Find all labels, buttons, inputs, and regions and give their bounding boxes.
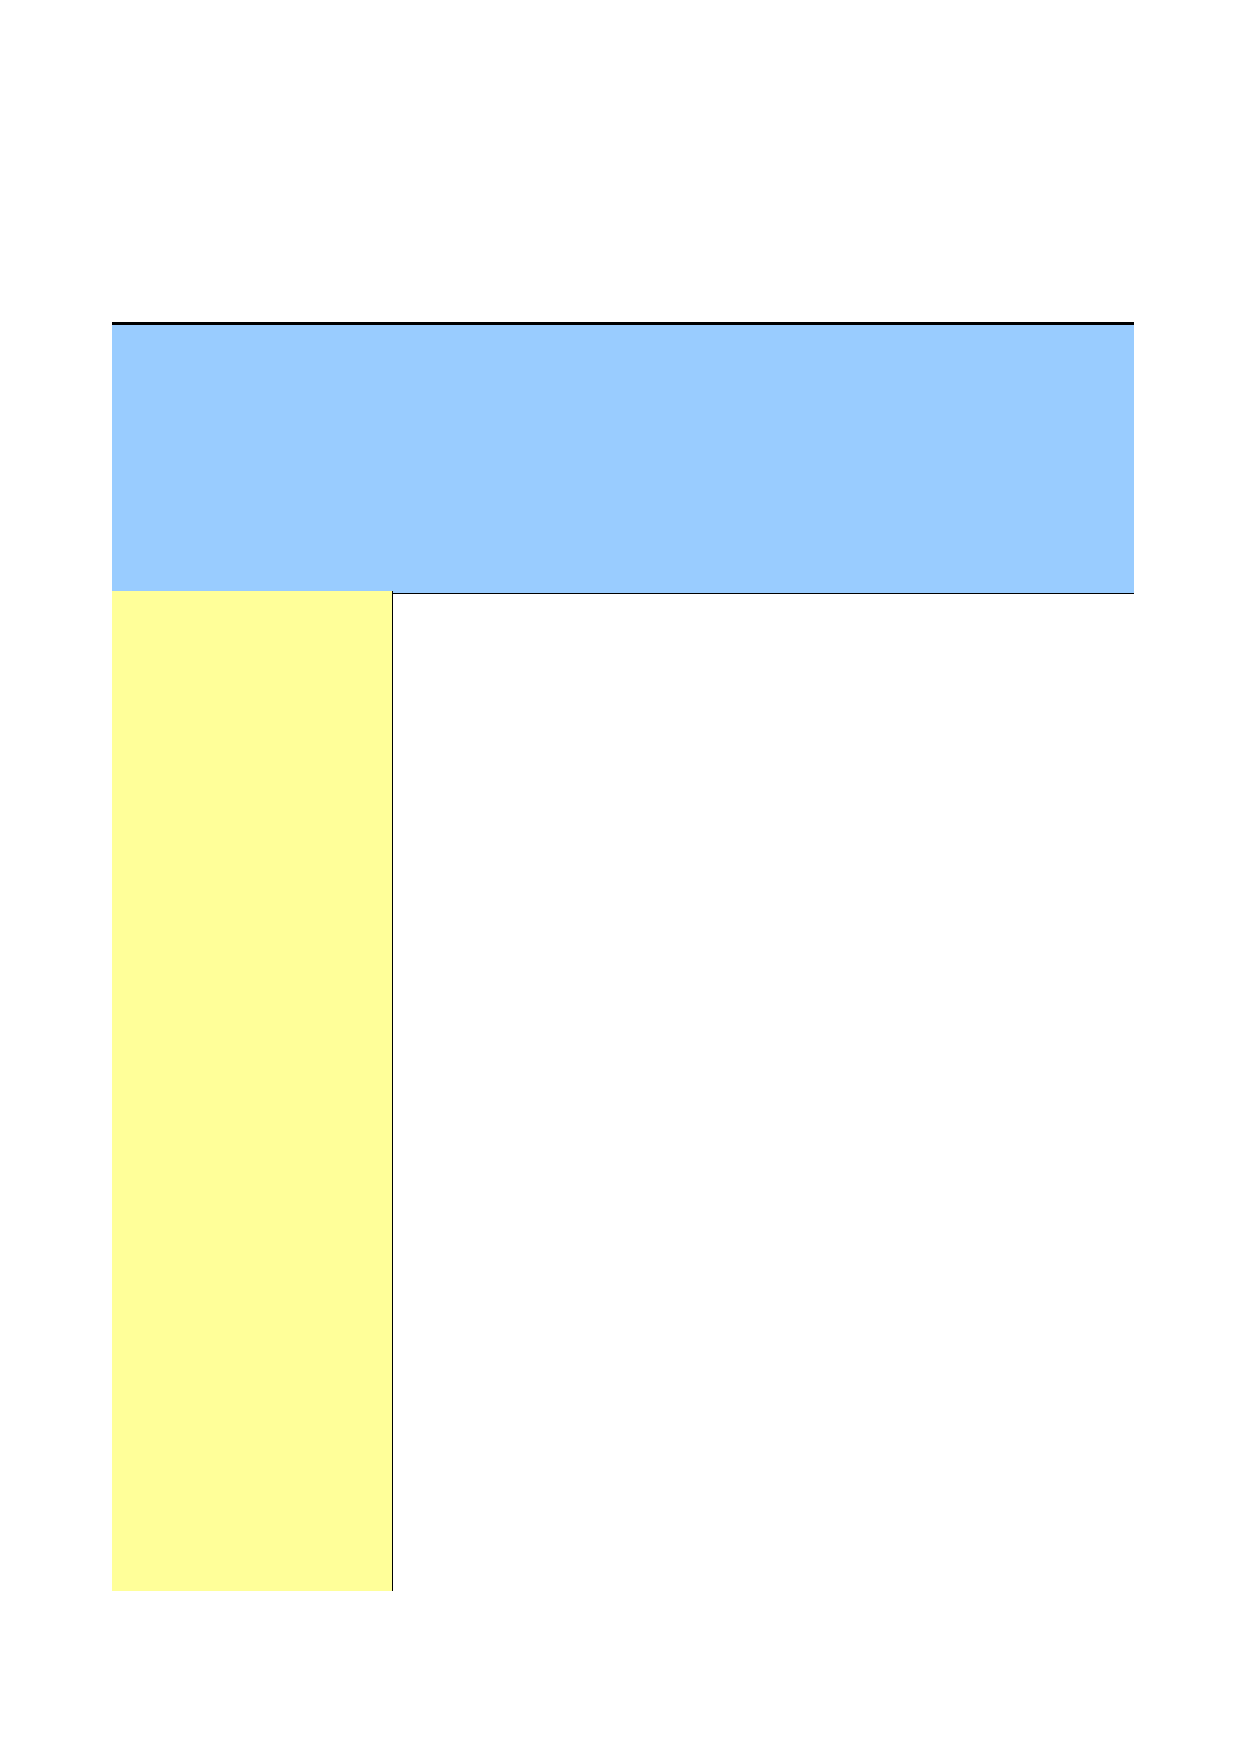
table-header <box>112 322 1134 594</box>
row-label-column <box>112 591 393 1591</box>
